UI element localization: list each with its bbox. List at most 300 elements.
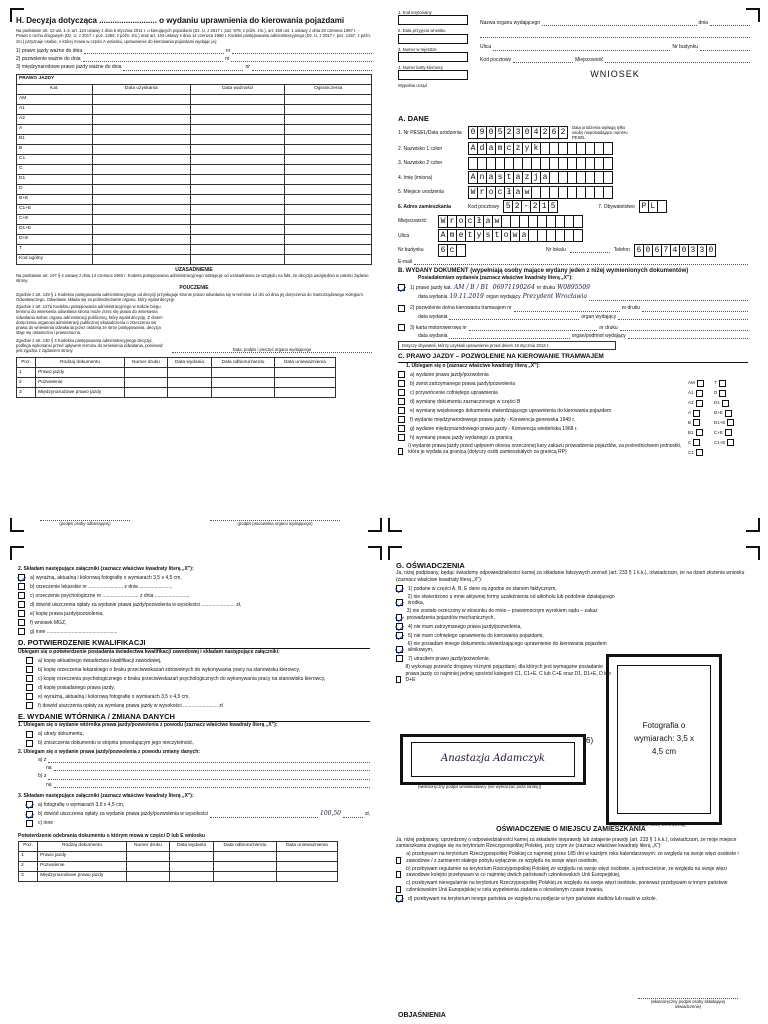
letter-box[interactable]: 6: [634, 244, 644, 257]
receipt-cell[interactable]: [212, 368, 275, 378]
letter-box[interactable]: o: [487, 186, 496, 199]
letter-box[interactable]: [505, 157, 514, 170]
letter-box[interactable]: [547, 229, 556, 242]
license-cell[interactable]: [285, 224, 372, 234]
letter-box[interactable]: [550, 157, 559, 170]
letter-box[interactable]: [568, 157, 577, 170]
checklist-item: [396, 632, 616, 639]
postal-boxes[interactable]: [503, 200, 558, 213]
b3-checkbox[interactable]: [398, 324, 405, 331]
letter-box[interactable]: [547, 215, 556, 228]
letter-box[interactable]: 5: [503, 200, 513, 213]
c-item-label: a) wydanie prawa jazdy/pozwolenia: [410, 371, 489, 378]
c-cat-checkbox[interactable]: [693, 410, 700, 417]
letter-box[interactable]: s: [484, 229, 493, 242]
letter-box[interactable]: o: [457, 215, 466, 228]
letter-box[interactable]: [487, 157, 496, 170]
letter-box[interactable]: 0: [523, 126, 532, 139]
receipt-cell[interactable]: [127, 861, 170, 871]
license-cell[interactable]: [191, 224, 285, 234]
letter-box[interactable]: [559, 142, 568, 155]
checklist-checkbox[interactable]: [26, 731, 33, 738]
license-cell[interactable]: [191, 194, 285, 204]
checklist-checkbox[interactable]: [396, 895, 403, 902]
checklist-checkbox[interactable]: [18, 592, 25, 599]
receipt-cell[interactable]: [125, 378, 168, 388]
letter-box[interactable]: A: [468, 171, 478, 184]
license-cell[interactable]: [92, 144, 190, 154]
c-cat-checkbox[interactable]: [719, 390, 726, 397]
checklist-checkbox[interactable]: [396, 655, 403, 662]
letter-box[interactable]: [523, 157, 532, 170]
receipt-cell[interactable]: [167, 368, 211, 378]
c-cat-checkbox[interactable]: [693, 419, 700, 426]
license-cell[interactable]: [191, 254, 285, 264]
letter-box[interactable]: o: [502, 229, 511, 242]
letter-box[interactable]: 2: [505, 126, 514, 139]
letter-box[interactable]: c: [466, 215, 475, 228]
letter-box[interactable]: [595, 186, 604, 199]
letter-box[interactable]: -: [522, 200, 531, 213]
letter-box[interactable]: [511, 215, 520, 228]
receipt-col-header: Data odbioru/zwrotu: [214, 841, 277, 851]
license-cell[interactable]: [191, 244, 285, 254]
c-checkbox[interactable]: [398, 425, 405, 432]
license-cell[interactable]: [285, 234, 372, 244]
citizenship-boxes[interactable]: [639, 200, 667, 213]
license-cell[interactable]: [92, 214, 190, 224]
checklist-checkbox[interactable]: [396, 871, 401, 878]
letter-box[interactable]: [604, 186, 613, 199]
license-cat: A: [17, 124, 93, 134]
letter-box[interactable]: [496, 157, 505, 170]
license-cell[interactable]: [92, 164, 190, 174]
letter-box[interactable]: 3: [698, 244, 707, 257]
checklist-checkbox[interactable]: [396, 886, 401, 893]
checklist-checkbox[interactable]: [26, 666, 33, 673]
license-cell[interactable]: [285, 184, 372, 194]
letter-box[interactable]: m: [496, 142, 505, 155]
letter-box[interactable]: z: [514, 142, 523, 155]
license-cell[interactable]: [285, 194, 372, 204]
letter-box[interactable]: [568, 186, 577, 199]
license-cell[interactable]: [285, 104, 372, 114]
letter-box[interactable]: k: [532, 142, 541, 155]
letter-box[interactable]: [538, 215, 547, 228]
license-cell[interactable]: [191, 174, 285, 184]
letter-box[interactable]: t: [493, 229, 502, 242]
checklist-checkbox[interactable]: [396, 646, 403, 653]
checklist-checkbox[interactable]: [396, 632, 403, 639]
letter-box[interactable]: y: [475, 229, 484, 242]
c-cat-checkbox[interactable]: [697, 380, 704, 387]
checklist-label: c) przebywam nieregularnie na terytorium Rzeczypospolitej Polskiej ze względu na swoje więzi osobiste, ponieważ przebywam w innym państwie członkowskim Unii Europejskiej w celu wypełnienia zadania o określonym czasie trwania,: [406, 880, 728, 893]
letter-box[interactable]: w: [493, 215, 502, 228]
receipt-doc: Pozwolenie: [38, 861, 127, 871]
license-cell[interactable]: [191, 184, 285, 194]
license-cell[interactable]: [92, 224, 190, 234]
letter-box[interactable]: [658, 200, 667, 213]
letter-box[interactable]: [586, 157, 595, 170]
checklist-label: f) dowód uiszczenia opłaty za wymianę prawa jazdy w wysokości ......................... zł: [38, 702, 223, 709]
license-cell[interactable]: [191, 164, 285, 174]
checklist-checkbox[interactable]: [18, 574, 25, 581]
letter-box[interactable]: [565, 215, 574, 228]
letter-box[interactable]: 4: [532, 126, 541, 139]
license-cell[interactable]: [92, 184, 190, 194]
letter-box[interactable]: z: [523, 171, 532, 184]
letter-box[interactable]: a: [514, 186, 523, 199]
letter-box[interactable]: [556, 229, 565, 242]
receipt-cell[interactable]: [167, 378, 211, 388]
letter-box[interactable]: [559, 171, 568, 184]
letter-box[interactable]: [529, 229, 538, 242]
checklist-checkbox[interactable]: [18, 601, 25, 608]
checklist-label: 4) nie mam zatrzymanego prawa jazdy/pozwolenia,: [408, 623, 522, 630]
c-item: [398, 371, 688, 378]
phone-boxes[interactable]: [634, 244, 716, 257]
checklist-checkbox[interactable]: [396, 623, 403, 630]
license-cell[interactable]: [285, 244, 372, 254]
c-checkbox[interactable]: [398, 380, 405, 387]
checklist-checkbox[interactable]: [396, 585, 403, 592]
letter-box[interactable]: e: [457, 229, 466, 242]
letter-box[interactable]: a: [514, 171, 523, 184]
checklist-checkbox[interactable]: [396, 857, 401, 864]
c-cat-checkbox[interactable]: [725, 410, 732, 417]
receipt-cell[interactable]: [214, 861, 277, 871]
letter-box[interactable]: t: [466, 229, 475, 242]
receipt-cell[interactable]: [167, 388, 211, 398]
c-checkbox[interactable]: [398, 389, 405, 396]
c-cat-checkbox[interactable]: [719, 380, 726, 387]
letter-box[interactable]: y: [523, 142, 532, 155]
letter-box[interactable]: [595, 171, 604, 184]
surname-boxes[interactable]: [468, 142, 613, 155]
license-cell[interactable]: [92, 194, 190, 204]
letter-box[interactable]: [529, 215, 538, 228]
letter-box[interactable]: W: [438, 215, 448, 228]
letter-box[interactable]: [550, 171, 559, 184]
license-cell[interactable]: [191, 134, 285, 144]
checklist-label: 3) nie zostało orzeczony w stosunku do mnie – prawomocnym wyrokiem sądu – zakaz prowadzenia pojazdów mechanicznych,: [406, 608, 598, 621]
letter-box[interactable]: a: [484, 215, 493, 228]
surname2-boxes[interactable]: [468, 157, 613, 170]
receipt-cell[interactable]: [127, 851, 170, 861]
license-cell[interactable]: [191, 214, 285, 224]
letter-box[interactable]: [502, 215, 511, 228]
letter-box[interactable]: [559, 157, 568, 170]
letter-box[interactable]: w: [511, 229, 520, 242]
letter-box[interactable]: 3: [514, 126, 523, 139]
c-cat-checkbox[interactable]: [722, 400, 729, 407]
c-checkbox[interactable]: [398, 416, 405, 423]
letter-box[interactable]: [577, 157, 586, 170]
c-checkbox[interactable]: [398, 448, 403, 455]
receipt-cell[interactable]: [276, 871, 337, 881]
license-cell[interactable]: [191, 144, 285, 154]
letter-box[interactable]: [604, 142, 613, 155]
letter-box[interactable]: [568, 142, 577, 155]
receipt-cell[interactable]: [276, 851, 337, 861]
receipt-doc: Prawo jazdy: [38, 851, 127, 861]
receipt-cell[interactable]: [212, 378, 275, 388]
letter-box[interactable]: 2: [559, 126, 568, 139]
license-cell[interactable]: [285, 204, 372, 214]
office-box: [398, 10, 468, 25]
license-cat: D+E: [17, 234, 93, 244]
pouc-title: POUCZENIE: [179, 285, 209, 292]
checklist-checkbox[interactable]: [18, 628, 25, 635]
letter-box[interactable]: [541, 142, 550, 155]
license-cell[interactable]: [92, 104, 190, 114]
c-cat-checkbox[interactable]: [727, 439, 734, 446]
letter-box[interactable]: [514, 157, 523, 170]
c-cat-checkbox[interactable]: [693, 439, 700, 446]
letter-box[interactable]: [478, 157, 487, 170]
checklist-checkbox[interactable]: [18, 610, 25, 617]
letter-box[interactable]: [604, 157, 613, 170]
c-cat-checkbox[interactable]: [696, 449, 703, 456]
license-cell[interactable]: [191, 154, 285, 164]
letter-box[interactable]: [520, 215, 529, 228]
license-cell[interactable]: [92, 124, 190, 134]
pesel-boxes[interactable]: [468, 126, 568, 139]
license-cell[interactable]: [191, 94, 285, 104]
letter-box[interactable]: a: [487, 142, 496, 155]
c-cat: [714, 379, 738, 388]
letter-box[interactable]: [577, 171, 586, 184]
checklist-item: [26, 675, 370, 682]
checklist-checkbox[interactable]: [396, 599, 403, 606]
letter-box[interactable]: 9: [478, 126, 487, 139]
c-cat-checkbox[interactable]: [696, 400, 703, 407]
letter-box[interactable]: ł: [505, 186, 514, 199]
letter-box[interactable]: [586, 142, 595, 155]
receipt-cell[interactable]: [214, 871, 277, 881]
letter-box[interactable]: 5: [549, 200, 558, 213]
letter-box[interactable]: a: [541, 171, 550, 184]
letter-box[interactable]: [595, 157, 604, 170]
c-checkbox[interactable]: [398, 434, 405, 441]
letter-box[interactable]: [532, 157, 541, 170]
license-cell[interactable]: [92, 154, 190, 164]
letter-box[interactable]: [457, 244, 466, 257]
letter-box[interactable]: n: [478, 171, 487, 184]
receipt-cell[interactable]: [127, 871, 170, 881]
license-cell[interactable]: [92, 114, 190, 124]
license-cell[interactable]: [285, 214, 372, 224]
letter-box[interactable]: [577, 186, 586, 199]
license-cell[interactable]: [285, 134, 372, 144]
c-cat-checkbox[interactable]: [725, 429, 732, 436]
receipt-doc: Międzynarodowe prawo jazdy: [38, 871, 127, 881]
letter-box[interactable]: [586, 186, 595, 199]
letter-box[interactable]: t: [505, 171, 514, 184]
receipt-cell[interactable]: [274, 388, 335, 398]
letter-box[interactable]: a: [487, 171, 496, 184]
b1-checkbox[interactable]: [398, 284, 405, 291]
letter-box[interactable]: [568, 171, 577, 184]
checklist-checkbox[interactable]: [26, 675, 33, 682]
letter-box[interactable]: 7: [662, 244, 671, 257]
letter-box[interactable]: W: [468, 186, 478, 199]
letter-box[interactable]: A: [438, 229, 448, 242]
letter-box[interactable]: c: [448, 244, 457, 257]
firstname-boxes[interactable]: [468, 171, 613, 184]
letter-box[interactable]: [604, 171, 613, 184]
license-cell[interactable]: [92, 234, 190, 244]
receipt-cell[interactable]: [169, 851, 213, 861]
b2-checkbox[interactable]: [398, 305, 405, 312]
letter-box[interactable]: d: [478, 142, 487, 155]
receipt-cell[interactable]: [169, 871, 213, 881]
c-checkbox[interactable]: [398, 398, 405, 405]
receipt-pos: 1: [19, 851, 38, 861]
letter-box[interactable]: [565, 229, 574, 242]
checklist-checkbox[interactable]: [26, 684, 33, 691]
license-cell[interactable]: [92, 134, 190, 144]
license-cell[interactable]: [92, 254, 190, 264]
office-box-field[interactable]: [398, 70, 468, 80]
checklist-checkbox[interactable]: [396, 676, 401, 683]
letter-box[interactable]: c: [496, 186, 505, 199]
letter-box[interactable]: [595, 142, 604, 155]
letter-box[interactable]: [468, 157, 478, 170]
letter-box[interactable]: [577, 142, 586, 155]
letter-box[interactable]: a: [520, 229, 529, 242]
letter-box[interactable]: [550, 142, 559, 155]
letter-box[interactable]: 0: [487, 126, 496, 139]
c-cat-checkbox[interactable]: [696, 429, 703, 436]
license-cell[interactable]: [92, 174, 190, 184]
checklist-checkbox[interactable]: [18, 619, 25, 626]
letter-box[interactable]: A: [468, 142, 478, 155]
letter-box[interactable]: [550, 186, 559, 199]
letter-box[interactable]: 4: [671, 244, 680, 257]
letter-box[interactable]: c: [505, 142, 514, 155]
letter-box[interactable]: r: [478, 186, 487, 199]
c-checkbox[interactable]: [398, 407, 405, 414]
license-cell[interactable]: [285, 254, 372, 264]
checklist-checkbox[interactable]: [26, 657, 33, 664]
letter-box[interactable]: 3: [689, 244, 698, 257]
checklist-label: d) kopię posiadanego prawa jazdy,: [38, 684, 115, 691]
license-cell[interactable]: [285, 124, 372, 134]
license-row: [17, 254, 372, 264]
letter-box[interactable]: s: [496, 171, 505, 184]
license-cell[interactable]: [285, 144, 372, 154]
checklist-checkbox[interactable]: [396, 614, 402, 621]
letter-box[interactable]: 2: [513, 200, 522, 213]
letter-box[interactable]: r: [448, 215, 457, 228]
office-box-field[interactable]: [398, 15, 468, 25]
letter-box[interactable]: 2: [541, 126, 550, 139]
receipt-cell[interactable]: [212, 388, 275, 398]
e3a-checkbox[interactable]: [26, 801, 33, 808]
letter-box[interactable]: [556, 215, 565, 228]
receipt-cell[interactable]: [274, 378, 335, 388]
office-box-field[interactable]: [398, 52, 468, 62]
receipt-pos: 3: [19, 871, 38, 881]
checklist-item: [26, 684, 370, 691]
license-cell[interactable]: [285, 164, 372, 174]
license-cell[interactable]: [285, 154, 372, 164]
e3b-checkbox[interactable]: [26, 811, 33, 818]
license-cell[interactable]: [92, 94, 190, 104]
checklist-checkbox[interactable]: [26, 740, 33, 747]
license-cell[interactable]: [191, 204, 285, 214]
building-boxes[interactable]: [438, 244, 466, 257]
c-cat-checkbox[interactable]: [696, 390, 703, 397]
letter-box[interactable]: [541, 157, 550, 170]
license-cell[interactable]: [285, 114, 372, 124]
letter-box[interactable]: w: [523, 186, 532, 199]
c-checkbox[interactable]: [398, 371, 405, 378]
license-cell[interactable]: [92, 244, 190, 254]
photo-label: Fotografia o wymiarach: 3,5 x 4,5 cm: [633, 721, 695, 756]
letter-box[interactable]: 0: [707, 244, 716, 257]
letter-box[interactable]: [574, 215, 583, 228]
receipt-cell[interactable]: [214, 851, 277, 861]
letter-box[interactable]: ł: [475, 215, 484, 228]
letter-box[interactable]: [574, 229, 583, 242]
license-cell[interactable]: [191, 114, 285, 124]
license-cell[interactable]: [191, 124, 285, 134]
birthplace-boxes[interactable]: [468, 186, 613, 199]
letter-box[interactable]: [532, 186, 541, 199]
receipt-cell[interactable]: [276, 861, 337, 871]
checklist-checkbox[interactable]: [26, 702, 33, 709]
letter-box[interactable]: m: [448, 229, 457, 242]
license-cat: Kod ogólny: [17, 254, 93, 264]
letter-box[interactable]: P: [639, 200, 649, 213]
receipt-cell[interactable]: [274, 368, 335, 378]
license-cell[interactable]: [92, 204, 190, 214]
office-box-field[interactable]: [398, 34, 468, 44]
letter-box[interactable]: 0: [644, 244, 653, 257]
letter-box[interactable]: [541, 186, 550, 199]
license-cell[interactable]: [285, 94, 372, 104]
receipt-cell[interactable]: [169, 861, 213, 871]
letter-box[interactable]: 2: [531, 200, 540, 213]
letter-box[interactable]: L: [649, 200, 658, 213]
license-cell[interactable]: [191, 234, 285, 244]
checklist-checkbox[interactable]: [18, 583, 25, 590]
street-boxes[interactable]: [438, 229, 583, 242]
letter-box[interactable]: 6: [653, 244, 662, 257]
letter-box[interactable]: 1: [540, 200, 549, 213]
letter-box[interactable]: 0: [680, 244, 689, 257]
checklist-item: [26, 740, 370, 747]
letter-box[interactable]: 0: [468, 126, 478, 139]
checklist-checkbox[interactable]: [26, 693, 33, 700]
letter-box[interactable]: 6: [550, 126, 559, 139]
letter-box[interactable]: j: [532, 171, 541, 184]
receipt-cell[interactable]: [125, 388, 168, 398]
license-cell[interactable]: [285, 174, 372, 184]
e3c-checkbox[interactable]: [26, 820, 33, 827]
c-cat-checkbox[interactable]: [727, 419, 734, 426]
city-boxes[interactable]: [438, 215, 583, 228]
license-cell[interactable]: [191, 104, 285, 114]
receipt-cell[interactable]: [125, 368, 168, 378]
letter-box[interactable]: [586, 171, 595, 184]
letter-box[interactable]: [538, 229, 547, 242]
letter-box[interactable]: [559, 186, 568, 199]
letter-box[interactable]: 6: [438, 244, 448, 257]
letter-box[interactable]: 5: [496, 126, 505, 139]
